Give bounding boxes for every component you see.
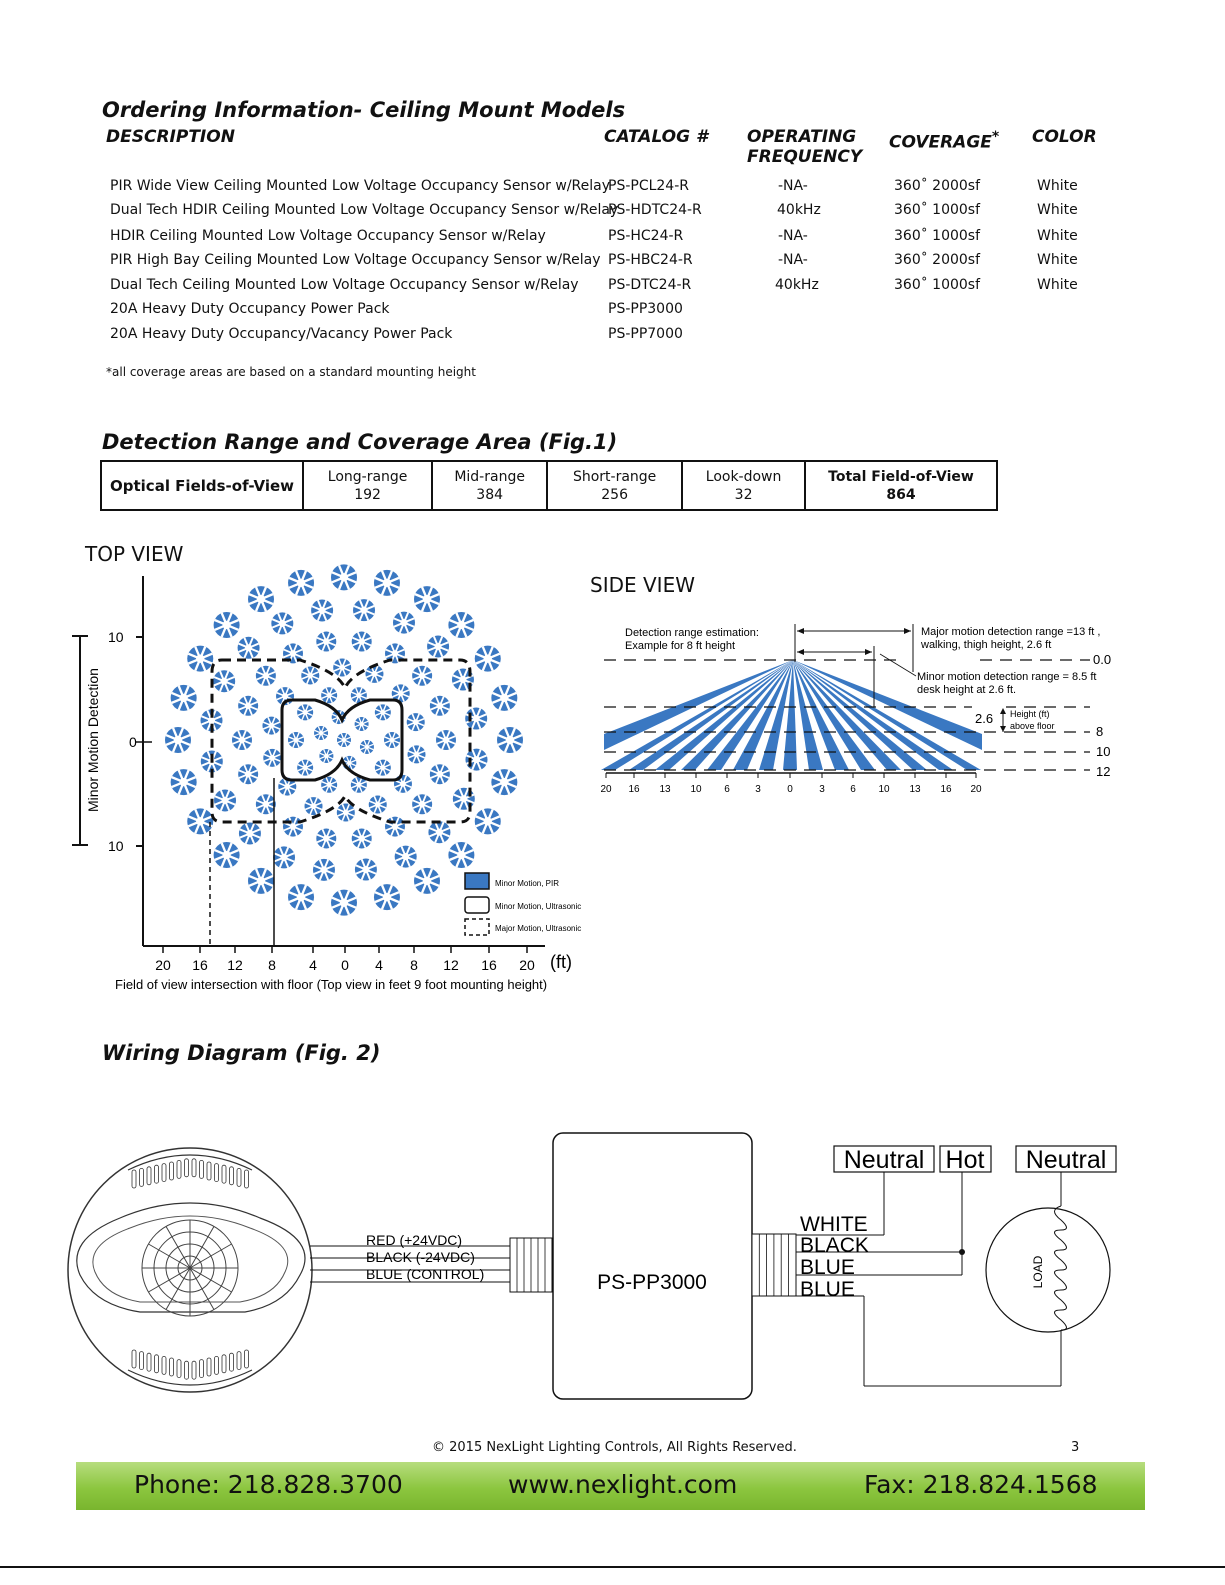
side-tick-label: 20 <box>970 784 982 795</box>
pir-zone-icon <box>393 612 415 634</box>
minor-range-line2: desk height at 2.6 ft. <box>917 684 1017 696</box>
side-tick-label: 20 <box>600 784 612 795</box>
pir-zone-icon <box>375 760 391 776</box>
side-tick-group <box>600 773 982 795</box>
side-tick-label: 3 <box>819 784 825 795</box>
row-coverage: 360˚ 1000sf <box>894 228 981 244</box>
footer-website[interactable]: www.nexlight.com <box>508 1470 738 1499</box>
wiring-title: Wiring Diagram (Fig. 2) <box>102 1041 381 1065</box>
pir-zone-icon <box>288 884 314 910</box>
detection-title: Detection Range and Coverage Area (Fig.1) <box>102 430 618 454</box>
row-catalog: PS-HDTC24-R <box>608 202 702 218</box>
row-catalog: PS-PCL24-R <box>608 178 689 194</box>
pack-wire-label: BLUE <box>800 1256 855 1279</box>
pir-zone-icon <box>331 890 357 916</box>
pir-zone-icon <box>369 796 387 814</box>
pir-zone-icon <box>214 842 240 868</box>
page-number: 3 <box>1071 1440 1080 1455</box>
pir-zone-icon <box>384 732 400 748</box>
pir-zone-icon <box>316 828 336 848</box>
row-frequency: 40kHz <box>777 202 821 218</box>
row-catalog: PS-PP7000 <box>608 326 683 342</box>
x-tick-group <box>155 946 535 973</box>
height-note-line2: above floor <box>1010 721 1055 731</box>
row-description: Dual Tech Ceiling Mounted Low Voltage Occupancy Sensor w/Relay <box>110 277 579 293</box>
row-coverage: 360˚ 1000sf <box>894 202 981 218</box>
x-tick-label: 0 <box>341 957 349 973</box>
pir-zone-icon <box>360 740 374 754</box>
row-catalog: PS-PP3000 <box>608 301 683 317</box>
major-range-line1: Major motion detection range =13 ft , <box>921 626 1101 638</box>
row-description: Dual Tech HDIR Ceiling Mounted Low Voltage Occupancy Sensor w/Relay <box>110 202 619 218</box>
x-tick-label: 4 <box>375 957 383 973</box>
pir-zone-icon <box>171 685 197 711</box>
y-tick-label: 10 <box>108 629 124 645</box>
fov-cell-label: Mid-range <box>454 468 525 485</box>
row-color: White <box>1037 228 1078 244</box>
pir-zone-icon <box>214 612 240 638</box>
pir-zone-icon <box>375 704 391 720</box>
header-coverage-asterisk: * <box>991 129 1000 145</box>
wire-label: RED (+24VDC) <box>366 1232 463 1248</box>
top-view-diagram <box>0 0 600 1010</box>
pir-zone-icon <box>263 749 281 767</box>
side-tick-label: 0 <box>787 784 793 795</box>
row-catalog: PS-DTC24-R <box>608 277 692 293</box>
pir-zone-icon <box>297 760 313 776</box>
pir-zone-icon <box>316 632 336 652</box>
pir-zone-icon <box>288 732 304 748</box>
x-tick-label: 12 <box>227 957 243 973</box>
row-color: White <box>1037 277 1078 293</box>
pir-zone-icon <box>448 842 474 868</box>
height-value: 2.6 <box>975 711 994 726</box>
pir-zone-icon <box>314 726 328 740</box>
footer-phone: Phone: 218.828.3700 <box>134 1470 403 1499</box>
side-tick-label: 16 <box>628 784 640 795</box>
pir-zone-icon <box>297 704 313 720</box>
pir-zone-icon <box>412 666 432 686</box>
pir-zone-icon <box>497 727 523 753</box>
fov-cell-label: Look-down <box>705 468 782 485</box>
y-tick-label: 10 <box>108 838 124 854</box>
copyright: © 2015 NexLight Lighting Controls, All Rights Reserved. <box>432 1440 797 1455</box>
pack-wire-label: BLACK <box>800 1234 869 1257</box>
coverage-footnote: *all coverage areas are based on a standard mounting height <box>106 365 476 379</box>
side-tick-label: 3 <box>755 784 761 795</box>
wire-label: BLUE (CONTROL) <box>366 1266 485 1282</box>
neutral-right-label: Neutral <box>1025 1146 1107 1174</box>
header-coverage <box>889 127 999 153</box>
power-pack-box <box>553 1133 752 1399</box>
pir-zone-icon <box>374 570 400 596</box>
pir-zone-icon <box>430 764 450 784</box>
power-pack-label: PS-PP3000 <box>597 1271 707 1294</box>
pir-zone-icon <box>301 666 319 684</box>
side-tick-label: 13 <box>659 784 671 795</box>
x-tick-label: 20 <box>155 957 171 973</box>
side-tick-label: 10 <box>878 784 890 795</box>
fov-cell-value: 384 <box>476 486 504 503</box>
fov-cell-label: Short-range <box>572 468 657 485</box>
pir-zone-icon <box>430 696 450 716</box>
row-description: 20A Heavy Duty Occupancy/Vacancy Power Pack <box>110 326 453 342</box>
x-tick-label: 12 <box>443 957 459 973</box>
fov-cell-label: Long-range <box>327 468 408 485</box>
pir-zone-icon <box>331 564 357 590</box>
row-description: PIR Wide View Ceiling Mounted Low Voltage Occupancy Sensor w/Relay <box>110 178 611 194</box>
pir-zone-icon <box>448 612 474 638</box>
header-frequency-line2: FREQUENCY <box>747 147 863 167</box>
pir-zone-icon <box>453 788 475 810</box>
row-frequency: -NA- <box>778 178 808 194</box>
pir-zone-icon <box>337 733 351 747</box>
pir-zone-icon <box>256 794 276 814</box>
side-tick-label: 10 <box>690 784 702 795</box>
pir-zone-icon <box>407 713 425 731</box>
header-description: DESCRIPTION <box>106 127 235 147</box>
x-tick-label: 4 <box>309 957 317 973</box>
pir-zone-icon <box>412 794 432 814</box>
legend-swatch-major-ultrasonic <box>465 919 489 935</box>
fov-total <box>805 461 997 510</box>
row-color: White <box>1037 178 1078 194</box>
pir-zone-icon <box>353 599 375 621</box>
pir-zone-icon <box>213 670 235 692</box>
pir-zone-icon <box>491 685 517 711</box>
minor-leader <box>880 654 916 676</box>
top-view-caption: Field of view intersection with floor (Top view in feet 9 foot mounting height) <box>115 977 548 992</box>
side-view-title: SIDE VIEW <box>590 573 695 597</box>
row-color: White <box>1037 252 1078 268</box>
header-frequency-line1: OPERATING <box>747 127 857 147</box>
fov-cell-value: 32 <box>734 486 753 503</box>
legend-swatch-pir <box>465 873 489 889</box>
pir-zone-icon <box>465 708 487 730</box>
header-color: COLOR <box>1032 127 1097 147</box>
pir-zone-icon <box>428 821 450 843</box>
pir-zone-icon <box>374 884 400 910</box>
contact-bar <box>76 1462 1145 1510</box>
level-label: 8 <box>1096 724 1104 739</box>
row-color: White <box>1037 202 1078 218</box>
pir-zone-icon <box>232 730 252 750</box>
pir-zone-icon <box>271 612 293 634</box>
sensor-unit <box>68 1148 312 1392</box>
wiring-diagram <box>0 1100 1225 1420</box>
header-catalog: CATALOG # <box>604 127 708 147</box>
pack-wire-label: WHITE <box>800 1213 868 1236</box>
side-tick-label: 6 <box>850 784 856 795</box>
pir-zone-icon <box>238 764 258 784</box>
pir-zone-icon <box>248 868 274 894</box>
neutral-left-label: Neutral <box>843 1146 925 1174</box>
pir-zone-group <box>165 564 523 915</box>
side-tick-label: 13 <box>909 784 921 795</box>
pir-zone-icon <box>313 859 335 881</box>
pir-zone-icon <box>408 745 426 763</box>
row-frequency: 40kHz <box>775 277 819 293</box>
fov-total-label: Total Field-of-View <box>828 468 974 485</box>
pir-zone-icon <box>333 659 351 677</box>
pir-zone-icon <box>355 859 377 881</box>
load-circle <box>986 1208 1110 1332</box>
legend-swatch-minor-ultrasonic <box>465 897 489 913</box>
pir-zone-icon <box>214 789 236 811</box>
x-tick-label: 8 <box>268 957 276 973</box>
y-axis-label: Minor Motion Detection <box>85 668 101 812</box>
minor-range-line1: Minor motion detection range = 8.5 ft <box>917 671 1097 683</box>
wire-label: BLACK (-24VDC) <box>366 1249 475 1265</box>
pir-zone-icon <box>171 769 197 795</box>
fov-total-value: 864 <box>886 486 916 503</box>
bottom-rule <box>0 1566 1225 1568</box>
pir-zone-icon <box>187 646 213 672</box>
sensor-lens-icon <box>142 1220 238 1316</box>
row-catalog: PS-HBC24-R <box>608 252 693 268</box>
header-coverage-text: COVERAGE <box>889 132 992 153</box>
top-view-title: TOP VIEW <box>85 542 184 566</box>
side-note-line2: Example for 8 ft height <box>625 640 736 652</box>
level-label: 0.0 <box>1093 652 1112 667</box>
arrow-head <box>797 649 804 655</box>
row-description: HDIR Ceiling Mounted Low Voltage Occupancy Sensor w/Relay <box>110 228 546 244</box>
pir-zone-icon <box>288 570 314 596</box>
pir-zone-icon <box>491 769 517 795</box>
pir-zone-icon <box>427 635 449 657</box>
pir-zone-icon <box>414 586 440 612</box>
arrow-head <box>904 628 911 634</box>
pir-zone-icon <box>248 586 274 612</box>
fov-lead: Optical Fields-of-View <box>101 461 303 510</box>
pir-zone-icon <box>238 696 258 716</box>
pir-zone-icon <box>395 846 417 868</box>
pir-zone-icon <box>355 717 369 731</box>
row-description: 20A Heavy Duty Occupancy Power Pack <box>110 301 390 317</box>
major-range-line2: walking, thigh height, 2.6 ft <box>921 639 1052 651</box>
row-frequency: -NA- <box>778 228 808 244</box>
x-tick-label: 16 <box>481 957 497 973</box>
y-tick-label: 0 <box>129 734 137 750</box>
fov-cell-value: 192 <box>354 486 381 503</box>
arrow-head <box>865 649 872 655</box>
x-tick-label: 20 <box>519 957 535 973</box>
ordering-title: Ordering Information- Ceiling Mount Models <box>102 98 626 122</box>
pir-zone-icon <box>321 777 337 793</box>
row-coverage: 360˚ 1000sf <box>894 277 981 293</box>
pir-zone-icon <box>319 749 333 763</box>
legend-label: Minor Motion, PIR <box>495 879 560 888</box>
x-tick-label: 16 <box>192 957 208 973</box>
x-axis-unit: (ft) <box>550 952 572 972</box>
pir-zone-icon <box>239 823 261 845</box>
pir-zone-icon <box>311 599 333 621</box>
pir-zone-icon <box>321 687 337 703</box>
pir-zone-icon <box>187 808 213 834</box>
row-description: PIR High Bay Ceiling Mounted Low Voltage Occupancy Sensor w/Relay <box>110 252 601 268</box>
side-tick-label: 6 <box>724 784 730 795</box>
footer-fax: Fax: 218.824.1568 <box>864 1470 1098 1499</box>
load-label: LOAD <box>1031 1255 1045 1289</box>
legend-label: Minor Motion, Ultrasonic <box>495 902 582 911</box>
pir-zone-icon <box>475 646 501 672</box>
fov-cell-value: 256 <box>601 486 628 503</box>
pir-zone-icon <box>165 727 191 753</box>
row-catalog: PS-HC24-R <box>608 228 684 244</box>
arrow-head <box>797 628 804 634</box>
pir-zone-icon <box>352 828 372 848</box>
pir-zone-icon <box>385 817 405 837</box>
pir-zone-icon <box>436 730 456 750</box>
pir-zone-icon <box>352 632 372 652</box>
side-tick-label: 16 <box>940 784 952 795</box>
pir-zone-icon <box>414 868 440 894</box>
side-note-line1: Detection range estimation: <box>625 627 759 639</box>
row-frequency: -NA- <box>778 252 808 268</box>
pir-zone-icon <box>256 666 276 686</box>
level-label: 12 <box>1096 764 1111 779</box>
pir-zone-icon <box>365 665 383 683</box>
level-label: 10 <box>1096 744 1111 759</box>
pir-zone-icon <box>305 797 323 815</box>
legend-label: Major Motion, Ultrasonic <box>495 924 582 933</box>
x-tick-label: 8 <box>410 957 418 973</box>
row-coverage: 360˚ 2000sf <box>894 178 981 194</box>
pir-zone-icon <box>475 808 501 834</box>
pir-zone-icon <box>262 717 280 735</box>
pir-zone-icon <box>283 817 303 837</box>
fov-lookdown <box>682 461 805 510</box>
row-coverage: 360˚ 2000sf <box>894 252 981 268</box>
height-note-line1: Height (ft) <box>1010 709 1050 719</box>
pir-zone-icon <box>273 846 295 868</box>
pack-wire-label: BLUE <box>800 1278 855 1301</box>
pir-zone-icon <box>394 775 412 793</box>
pir-zone-icon <box>238 637 260 659</box>
hot-label: Hot <box>945 1146 985 1174</box>
side-view-diagram <box>590 610 1150 810</box>
